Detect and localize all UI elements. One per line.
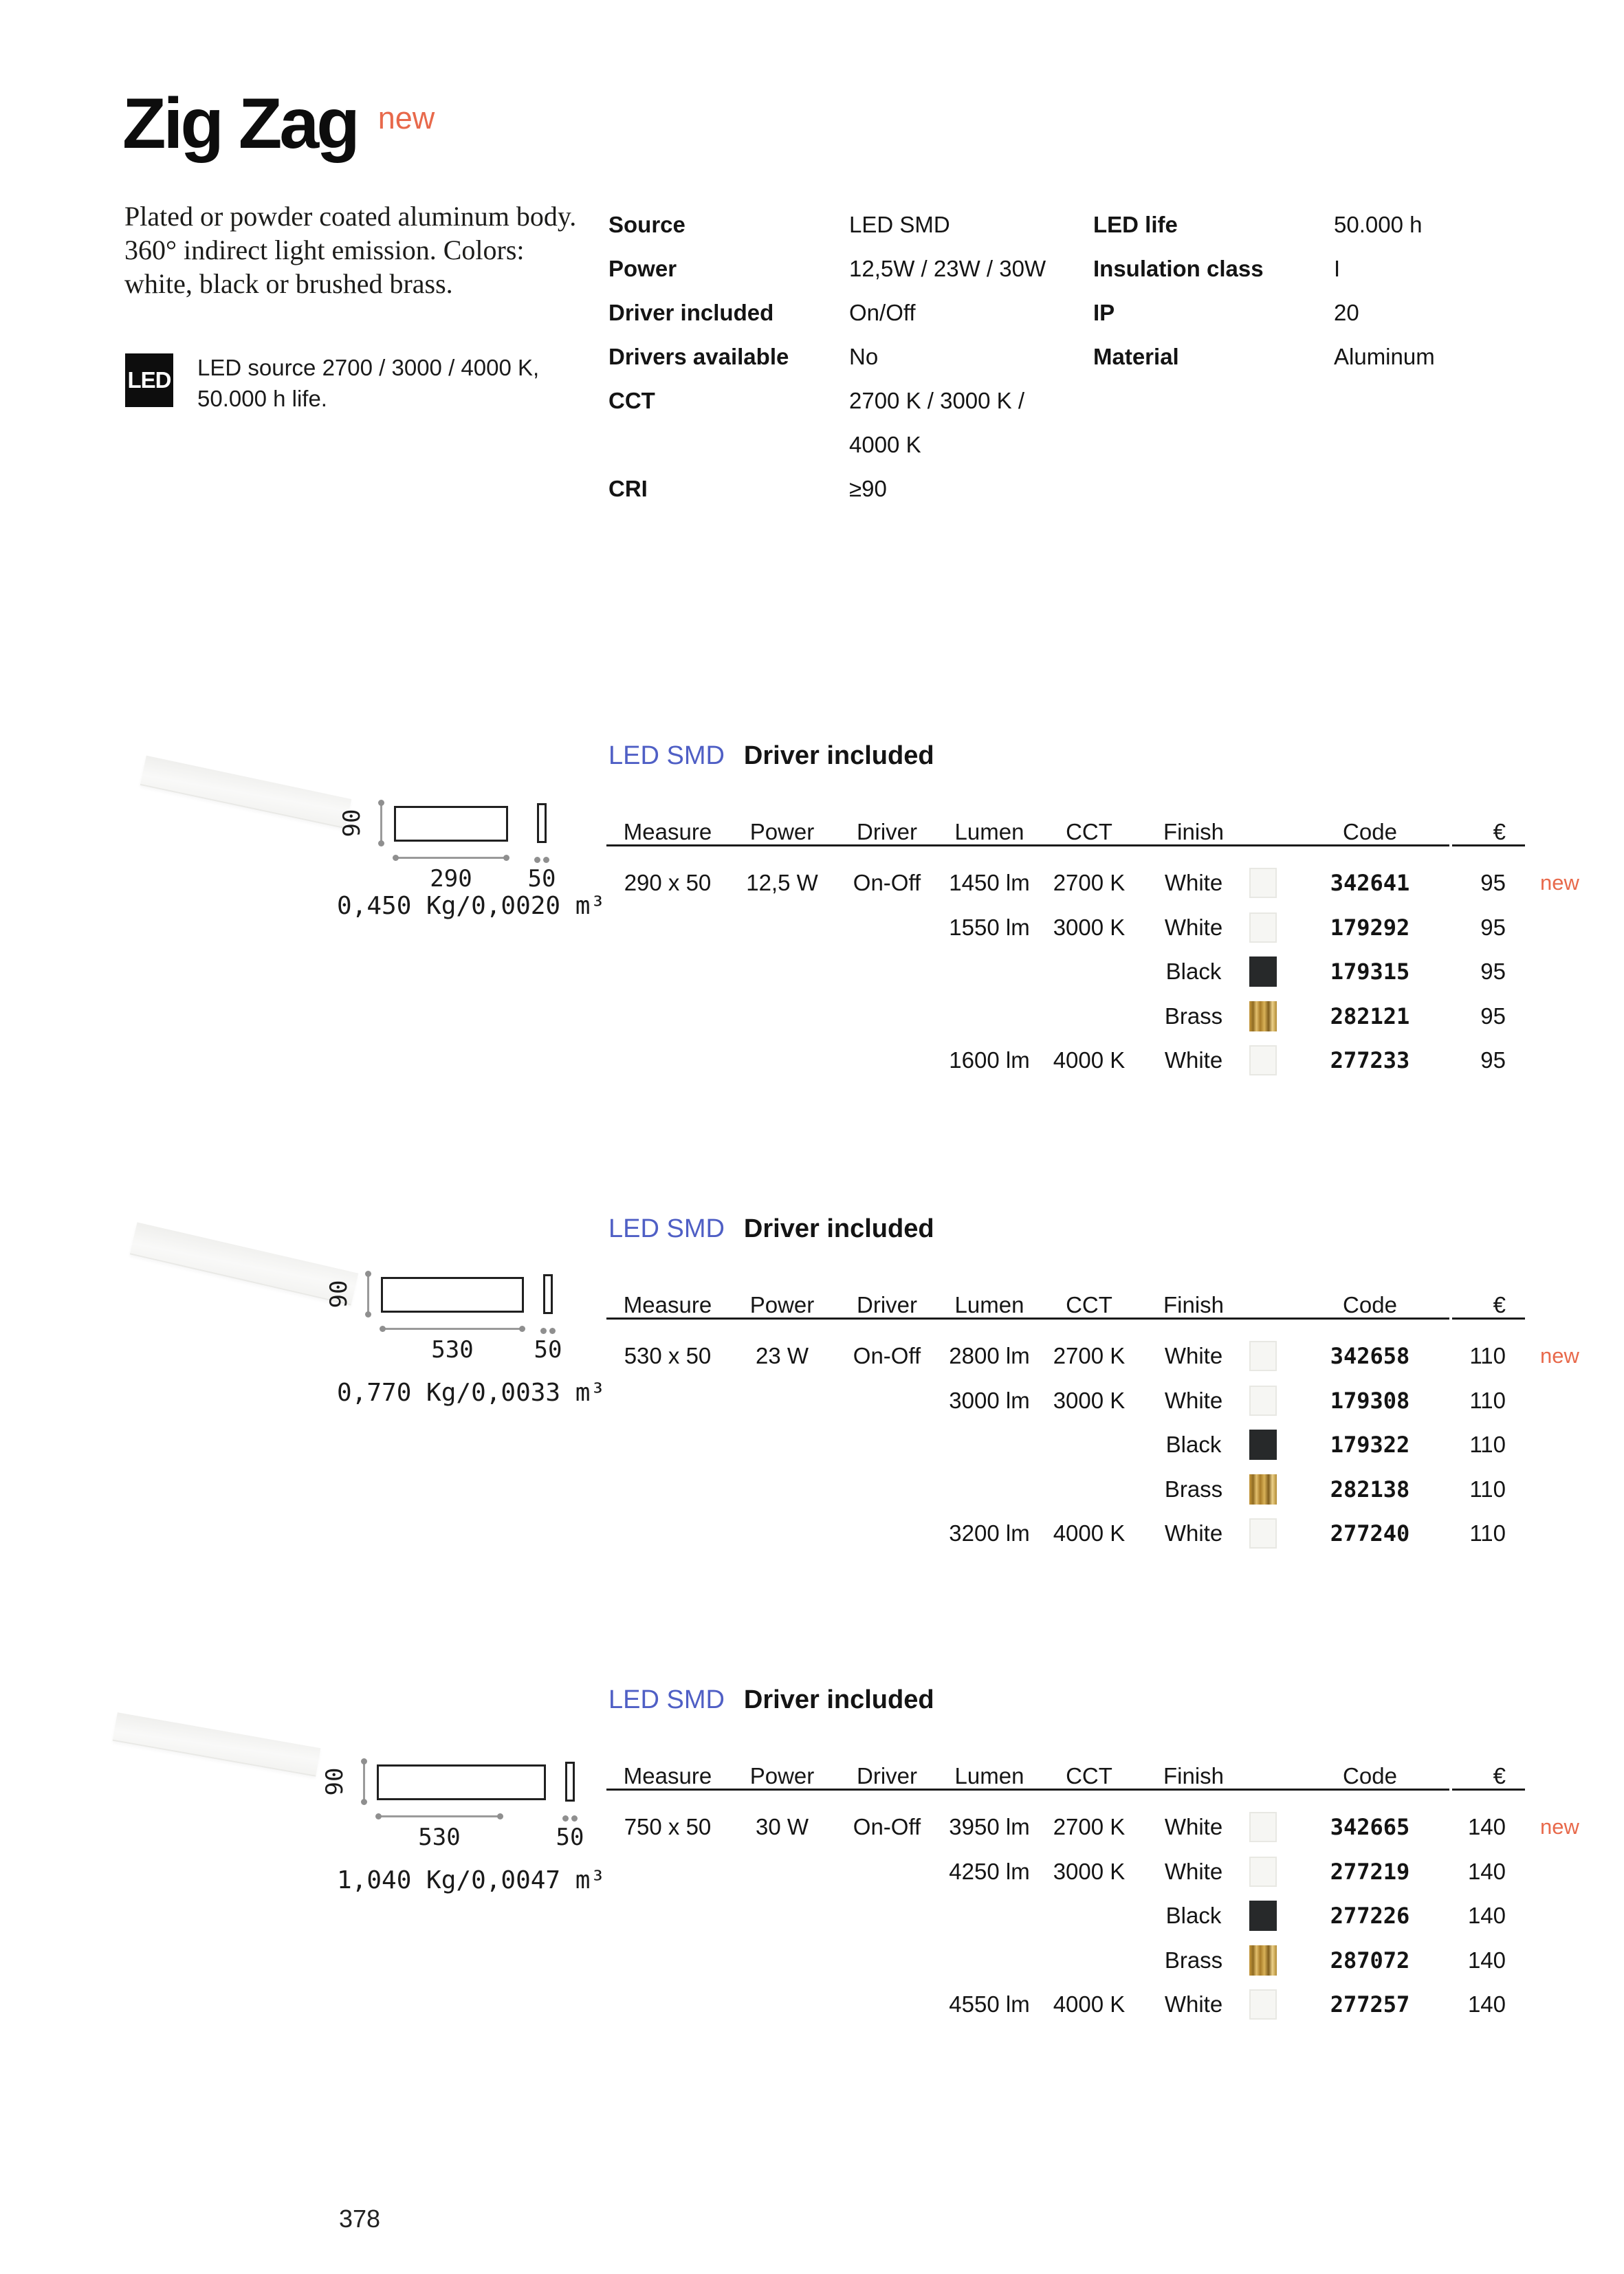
white-finish-swatch — [1249, 1812, 1277, 1842]
brass-finish-swatch — [1249, 1474, 1277, 1505]
front-view-drawing — [381, 1277, 524, 1313]
cct-cell: 3000 K — [1053, 914, 1126, 940]
finish-swatch-cell — [1249, 1938, 1296, 1983]
finish-swatch-cell — [1249, 1423, 1296, 1467]
spec-row-driver-included — [608, 291, 1090, 335]
finish-swatch-cell — [1249, 861, 1296, 906]
table-body — [606, 1334, 1588, 1556]
white-finish-swatch — [1249, 912, 1277, 943]
price-value: 140 — [1467, 1947, 1506, 1973]
col-finish: Finish — [1163, 819, 1225, 844]
section-heading — [608, 741, 934, 771]
cct-cell: 2700 K — [1053, 870, 1126, 896]
width-dimension-label: 290 — [430, 865, 472, 893]
front-view-drawing — [377, 1764, 546, 1800]
product-section-530x50 — [0, 1214, 1624, 1668]
finish-swatch-cell — [1249, 994, 1296, 1039]
height-dimension-line — [380, 803, 382, 843]
price-value: 110 — [1469, 1432, 1506, 1458]
table-header — [606, 1762, 1588, 1790]
side-view-drawing — [565, 1762, 575, 1802]
spec-value: LED SMD — [849, 212, 950, 237]
led-note-line2: 50.000 h life. — [197, 386, 327, 411]
spec-value-line2: 4000 K — [849, 432, 921, 457]
white-finish-swatch — [1249, 1045, 1277, 1075]
lumen-cell: 3200 lm — [949, 1520, 1030, 1546]
col-euro: € — [1493, 1292, 1506, 1318]
front-view-drawing — [394, 806, 508, 842]
spec-row-cct — [608, 379, 1090, 467]
product-title: Zig Zag — [122, 84, 358, 164]
finish-cell: Black — [1165, 959, 1222, 985]
spec-value: On/Off — [849, 300, 916, 325]
spec-label: CRI — [608, 476, 648, 501]
product-code: 179322 — [1330, 1432, 1410, 1458]
lumen-cell: 4250 lm — [949, 1858, 1030, 1884]
spec-label: IP — [1093, 300, 1115, 325]
product-row — [606, 1850, 1588, 1894]
side-dimension-line — [540, 1328, 556, 1334]
new-tag: new — [1540, 871, 1579, 895]
white-finish-swatch — [1249, 1857, 1277, 1887]
header-rule — [606, 1789, 1449, 1791]
col-lumen: Lumen — [954, 1292, 1024, 1318]
product-code: 282121 — [1330, 1003, 1410, 1029]
spec-label: Power — [608, 256, 677, 281]
white-finish-swatch — [1249, 1341, 1277, 1371]
col-driver: Driver — [857, 819, 917, 844]
black-finish-swatch — [1249, 1901, 1277, 1931]
col-power: Power — [749, 1292, 815, 1318]
product-row — [606, 1894, 1588, 1938]
finish-cell: White — [1164, 1814, 1223, 1840]
finish-cell: White — [1164, 1858, 1223, 1884]
product-row — [606, 1938, 1588, 1983]
measure-cell: 530 x 50 — [624, 1343, 712, 1369]
width-dimension-line — [394, 857, 508, 859]
finish-cell: Black — [1165, 1903, 1222, 1929]
spec-label: Driver included — [608, 300, 774, 325]
weight-volume-label: 0,450 Kg/0,0020 m³ — [337, 892, 606, 920]
brass-finish-swatch — [1249, 1945, 1277, 1976]
product-photo — [113, 1712, 321, 1776]
cct-cell: 4000 K — [1053, 1047, 1126, 1073]
width-dimension-line — [381, 1328, 524, 1330]
price-value: 95 — [1480, 1003, 1506, 1029]
product-section-290x50 — [0, 741, 1624, 1195]
cct-cell: 4000 K — [1053, 1520, 1126, 1546]
lumen-cell: 1450 lm — [949, 870, 1030, 896]
col-new-spacer — [1513, 1762, 1588, 1790]
height-dimension-label: 90 — [325, 1280, 353, 1309]
spec-row-power — [608, 247, 1090, 291]
power-cell: 12,5 W — [746, 870, 818, 896]
spec-row-source — [608, 203, 1090, 247]
price-value: 110 — [1469, 1343, 1506, 1369]
price-value: 95 — [1480, 959, 1506, 985]
col-finish: Finish — [1163, 1763, 1225, 1789]
product-code: 277233 — [1330, 1047, 1410, 1074]
table-body — [606, 1805, 1588, 2027]
finish-swatch-cell — [1249, 1850, 1296, 1894]
section-heading — [608, 1685, 934, 1715]
specs-left-column — [608, 203, 1090, 511]
spec-value: ≥90 — [849, 476, 887, 501]
driver-cell: On-Off — [853, 1343, 921, 1369]
price-value: 95 — [1480, 870, 1506, 896]
product-row — [606, 861, 1588, 906]
product-code: 342658 — [1330, 1343, 1410, 1370]
width-dimension-line — [377, 1815, 502, 1817]
heading-led-smd: LED SMD — [608, 1685, 725, 1714]
finish-swatch-cell — [1249, 1805, 1296, 1850]
lumen-cell: 1550 lm — [949, 914, 1030, 940]
finish-cell: Brass — [1164, 1476, 1223, 1502]
price-value: 140 — [1467, 1991, 1506, 2018]
price-value: 110 — [1469, 1520, 1506, 1546]
col-cct: CCT — [1066, 1763, 1112, 1789]
col-euro: € — [1493, 819, 1506, 844]
col-power: Power — [749, 819, 815, 844]
header-rule — [606, 844, 1449, 846]
product-code: 179315 — [1330, 959, 1410, 985]
lumen-cell: 1600 lm — [949, 1047, 1030, 1073]
finish-swatch-cell — [1249, 1038, 1296, 1083]
product-code: 277240 — [1330, 1520, 1410, 1547]
product-code: 277257 — [1330, 1991, 1410, 2018]
price-value: 110 — [1469, 1387, 1506, 1413]
header-rule-euro — [1452, 844, 1525, 846]
product-row — [606, 1982, 1588, 2027]
product-row — [606, 1379, 1588, 1423]
product-code: 179308 — [1330, 1387, 1410, 1414]
table-body — [606, 861, 1588, 1083]
spec-row-drivers-available — [608, 335, 1090, 379]
spec-label: LED life — [1093, 212, 1178, 237]
col-code: Code — [1343, 819, 1397, 844]
heading-driver-included: Driver included — [743, 1685, 934, 1714]
height-dimension-line — [363, 1762, 365, 1802]
product-code: 179292 — [1330, 914, 1410, 941]
product-code: 277219 — [1330, 1858, 1410, 1885]
col-driver: Driver — [857, 1292, 917, 1318]
col-euro: € — [1493, 1763, 1506, 1789]
col-measure: Measure — [623, 1763, 712, 1789]
header-rule — [606, 1318, 1449, 1320]
white-finish-swatch — [1249, 1518, 1277, 1549]
spec-value — [849, 379, 1024, 467]
col-swatch-spacer — [1249, 1291, 1296, 1319]
spec-value: Aluminum — [1334, 344, 1435, 369]
lumen-cell: 4550 lm — [949, 1991, 1030, 2018]
finish-swatch-cell — [1249, 1467, 1296, 1512]
spec-label: Source — [608, 212, 685, 237]
cct-cell: 3000 K — [1053, 1858, 1126, 1884]
width-dimension-label: 530 — [431, 1336, 474, 1364]
page-number: 378 — [339, 2205, 381, 2233]
col-lumen: Lumen — [954, 1763, 1024, 1789]
finish-cell: Brass — [1164, 1947, 1223, 1973]
black-finish-swatch — [1249, 1430, 1277, 1460]
power-cell: 30 W — [755, 1814, 809, 1840]
spec-label: Material — [1093, 344, 1179, 369]
finish-swatch-cell — [1249, 1894, 1296, 1938]
col-power: Power — [749, 1763, 815, 1789]
height-dimension-label: 90 — [338, 809, 366, 838]
page-header — [122, 84, 435, 164]
side-dimension-line — [534, 857, 549, 863]
price-value: 95 — [1480, 1047, 1506, 1073]
spec-label: Insulation class — [1093, 256, 1264, 281]
spec-row-material — [1093, 335, 1574, 379]
specs-right-column — [1093, 203, 1574, 379]
finish-swatch-cell — [1249, 1379, 1296, 1423]
product-row — [606, 1423, 1588, 1467]
black-finish-swatch — [1249, 956, 1277, 987]
col-measure: Measure — [623, 1292, 712, 1318]
side-dimension-label: 50 — [556, 1824, 584, 1851]
section-heading — [608, 1214, 934, 1244]
col-code: Code — [1343, 1292, 1397, 1318]
spec-value: No — [849, 344, 879, 369]
driver-cell: On-Off — [853, 1814, 921, 1840]
side-dimension-line — [562, 1815, 578, 1822]
spec-label: Drivers available — [608, 344, 789, 369]
led-note — [197, 352, 539, 414]
cct-cell: 2700 K — [1053, 1814, 1126, 1840]
col-driver: Driver — [857, 1763, 917, 1789]
side-dimension-label: 50 — [527, 865, 556, 893]
col-new-spacer — [1513, 1291, 1588, 1319]
finish-swatch-cell — [1249, 1982, 1296, 2027]
cct-cell: 4000 K — [1053, 1991, 1126, 2018]
product-row — [606, 1334, 1588, 1379]
table-header — [606, 1291, 1588, 1319]
col-new-spacer — [1513, 818, 1588, 846]
product-row — [606, 1511, 1588, 1556]
price-value: 140 — [1467, 1858, 1506, 1884]
white-finish-swatch — [1249, 1386, 1277, 1416]
white-finish-swatch — [1249, 868, 1277, 898]
width-dimension-label: 530 — [418, 1824, 461, 1851]
finish-cell: White — [1164, 914, 1223, 940]
header-rule-euro — [1452, 1318, 1525, 1320]
spec-label: CCT — [608, 388, 655, 413]
product-row — [606, 950, 1588, 994]
col-finish: Finish — [1163, 1292, 1225, 1318]
led-badge: LED — [125, 353, 173, 407]
spec-row-led-life — [1093, 203, 1574, 247]
header-rule-euro — [1452, 1789, 1525, 1791]
product-code: 287072 — [1330, 1947, 1410, 1974]
heading-led-smd: LED SMD — [608, 1214, 725, 1243]
side-dimension-label: 50 — [534, 1336, 562, 1364]
col-swatch-spacer — [1249, 818, 1296, 846]
product-photo — [140, 756, 351, 829]
product-description: Plated or powder coated aluminum body. 360° indirect light emission. Colors: white, black or brushed brass. — [124, 201, 577, 299]
finish-cell: White — [1164, 1047, 1223, 1073]
product-row — [606, 1038, 1588, 1083]
table-header — [606, 818, 1588, 846]
new-tag: new — [1540, 1815, 1579, 1839]
weight-volume-label: 0,770 Kg/0,0033 m³ — [337, 1379, 606, 1407]
col-measure: Measure — [623, 819, 712, 844]
measure-cell: 750 x 50 — [624, 1814, 712, 1840]
product-row — [606, 906, 1588, 950]
spec-value: I — [1334, 256, 1341, 281]
brass-finish-swatch — [1249, 1001, 1277, 1031]
finish-swatch-cell — [1249, 1511, 1296, 1556]
finish-swatch-cell — [1249, 1334, 1296, 1379]
finish-cell: White — [1164, 1387, 1223, 1413]
finish-cell: White — [1164, 870, 1223, 896]
driver-cell: On-Off — [853, 870, 921, 896]
product-row — [606, 1467, 1588, 1512]
product-code: 342665 — [1330, 1814, 1410, 1841]
col-code: Code — [1343, 1763, 1397, 1789]
product-code: 282138 — [1330, 1476, 1410, 1502]
side-view-drawing — [543, 1274, 553, 1314]
side-view-drawing — [537, 803, 547, 843]
col-cct: CCT — [1066, 1292, 1112, 1318]
height-dimension-line — [367, 1274, 369, 1314]
weight-volume-label: 1,040 Kg/0,0047 m³ — [337, 1866, 606, 1894]
spec-value-line1: 2700 K / 3000 K / — [849, 388, 1025, 413]
spec-value: 20 — [1334, 300, 1359, 325]
col-cct: CCT — [1066, 819, 1112, 844]
spec-row-cri — [608, 467, 1090, 511]
product-row — [606, 994, 1588, 1039]
lumen-cell: 3000 lm — [949, 1387, 1030, 1413]
col-swatch-spacer — [1249, 1762, 1296, 1790]
spec-row-insulation-class — [1093, 247, 1574, 291]
spec-row-ip — [1093, 291, 1574, 335]
finish-cell: White — [1164, 1520, 1223, 1546]
new-tag: new — [1540, 1344, 1579, 1368]
finish-cell: Brass — [1164, 1003, 1223, 1029]
price-value: 140 — [1467, 1903, 1506, 1929]
measure-cell: 290 x 50 — [624, 870, 712, 896]
cct-cell: 3000 K — [1053, 1387, 1126, 1413]
spec-value: 50.000 h — [1334, 212, 1423, 237]
white-finish-swatch — [1249, 1989, 1277, 2020]
finish-swatch-cell — [1249, 906, 1296, 950]
price-value: 110 — [1469, 1476, 1506, 1502]
product-row — [606, 1805, 1588, 1850]
finish-swatch-cell — [1249, 950, 1296, 994]
price-value: 95 — [1480, 914, 1506, 940]
product-section-750x50 — [0, 1685, 1624, 2139]
lumen-cell: 3950 lm — [949, 1814, 1030, 1840]
lumen-cell: 2800 lm — [949, 1343, 1030, 1369]
col-lumen: Lumen — [954, 819, 1024, 844]
finish-cell: White — [1164, 1991, 1223, 2018]
height-dimension-label: 90 — [321, 1767, 349, 1796]
finish-cell: Black — [1165, 1432, 1222, 1458]
power-cell: 23 W — [755, 1343, 809, 1369]
product-code: 342641 — [1330, 870, 1410, 897]
finish-cell: White — [1164, 1343, 1223, 1369]
heading-driver-included: Driver included — [743, 741, 934, 770]
price-value: 140 — [1467, 1814, 1506, 1840]
spec-value: 12,5W / 23W / 30W — [849, 256, 1046, 281]
product-code: 277226 — [1330, 1903, 1410, 1929]
new-badge: new — [377, 100, 435, 135]
heading-led-smd: LED SMD — [608, 741, 725, 770]
led-note-line1: LED source 2700 / 3000 / 4000 K, — [197, 355, 540, 380]
heading-driver-included: Driver included — [743, 1214, 934, 1243]
cct-cell: 2700 K — [1053, 1343, 1126, 1369]
